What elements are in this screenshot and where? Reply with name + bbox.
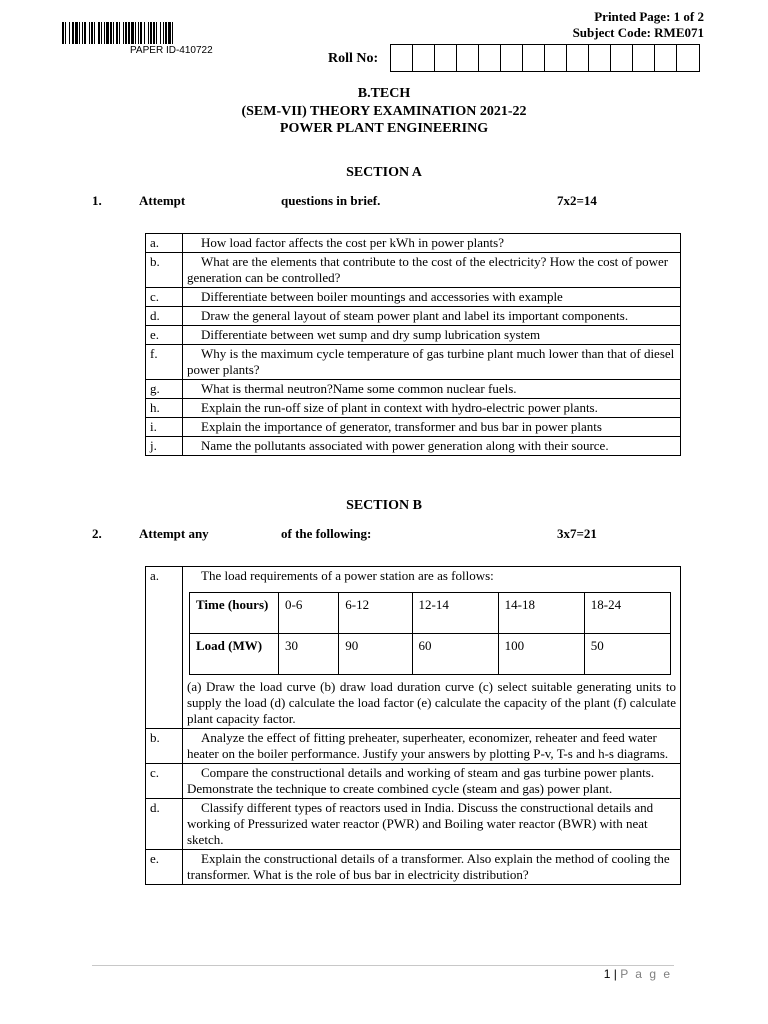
question-intro: The load requirements of a power station are as follows: bbox=[201, 568, 494, 583]
load-table bbox=[189, 592, 671, 675]
question-text: How load factor affects the cost per kWh in power plants? bbox=[183, 234, 681, 253]
page-word: P a g e bbox=[620, 967, 672, 981]
table-cell: 14-18 bbox=[498, 593, 584, 634]
q1-instruction-2: questions in brief. bbox=[281, 193, 381, 208]
question-text: Analyze the effect of fitting preheater, superheater, economizer, reheater and feed water heater on the boiler performance. Justify your answers by plotting P-v, T-s and h-s diagrams. bbox=[183, 729, 681, 764]
question-text: What is thermal neutron?Name some common nuclear fuels. bbox=[183, 380, 681, 399]
table-row: c. Differentiate between boiler mountings and accessories with example bbox=[146, 288, 681, 307]
table-cell: 100 bbox=[498, 634, 584, 675]
question-text: Name the pollutants associated with power generation along with their source. bbox=[183, 437, 681, 456]
q2-instruction-2: of the following: bbox=[281, 526, 372, 541]
table-row: f. Why is the maximum cycle temperature of gas turbine plant much lower than that of diesel power plants? bbox=[146, 345, 681, 380]
section-b-heading: SECTION B bbox=[346, 498, 422, 513]
table-row: c. Compare the constructional details and working of steam and gas turbine power plants. Demonstrate the technique to create combined cycle (steam and gas) power plant. bbox=[146, 764, 681, 799]
page-number: 1 bbox=[603, 967, 611, 981]
table-cell: 0-6 bbox=[279, 593, 339, 634]
load-header: Load (MW) bbox=[190, 634, 279, 675]
table-row: e. Differentiate between wet sump and dry sump lubrication system bbox=[146, 326, 681, 345]
question-text: Differentiate between boiler mountings and accessories with example bbox=[183, 288, 681, 307]
question-text: (a) Draw the load curve (b) draw load duration curve (c) select suitable generating units to supply the load (d) calculate the load factor (e) calculate the capacity of the plant (f) calculate plant capacity factor. bbox=[187, 679, 676, 726]
table-cell: 50 bbox=[584, 634, 670, 675]
subject-code: Subject Code: RME071 bbox=[572, 25, 704, 40]
table-row bbox=[190, 634, 671, 675]
question-text: Why is the maximum cycle temperature of gas turbine plant much lower than that of diesel power plants? bbox=[183, 345, 681, 380]
q2-marks: 3x7=21 bbox=[557, 526, 597, 541]
course-title: B.TECH bbox=[357, 86, 411, 101]
table-row: e. Explain the constructional details of a transformer. Also explain the method of cooling the transformer. What is the role of bus bar in electricity distribution? bbox=[146, 850, 681, 885]
table-cell: 12-14 bbox=[412, 593, 498, 634]
page-footer: 1 | P a g e bbox=[603, 967, 672, 981]
table-row: d. Classify different types of reactors used in India. Discuss the constructional details and working of Pressurized water reactor (PWR) and Boiling water reactor (BWR) with neat sketch. bbox=[146, 799, 681, 850]
subject-title: POWER PLANT ENGINEERING bbox=[279, 121, 489, 136]
question-text: Explain the importance of generator, transformer and bus bar in power plants bbox=[183, 418, 681, 437]
time-header: Time (hours) bbox=[190, 593, 279, 634]
q1-marks: 7x2=14 bbox=[557, 193, 597, 208]
table-row: d. Draw the general layout of steam power plant and label its important components. bbox=[146, 307, 681, 326]
q1-number: 1. bbox=[92, 193, 102, 208]
table-cell: 30 bbox=[279, 634, 339, 675]
footer-divider bbox=[92, 965, 674, 966]
q2-number: 2. bbox=[92, 526, 102, 541]
question-text: Compare the constructional details and working of steam and gas turbine power plants. Demonstrate the technique to create combined cycle (steam and gas) power plant. bbox=[183, 764, 681, 799]
question-text: Explain the run-off size of plant in context with hydro-electric power plants. bbox=[183, 399, 681, 418]
table-row: a. How load factor affects the cost per kWh in power plants? bbox=[146, 234, 681, 253]
exam-title: (SEM-VII) THEORY EXAMINATION 2021-22 bbox=[241, 104, 527, 119]
q2-instruction-1: Attempt any bbox=[139, 526, 209, 541]
question-text: Draw the general layout of steam power plant and label its important components. bbox=[183, 307, 681, 326]
table-row: h. Explain the run-off size of plant in context with hydro-electric power plants. bbox=[146, 399, 681, 418]
table-cell: 60 bbox=[412, 634, 498, 675]
table-row: b. Analyze the effect of fitting preheater, superheater, economizer, reheater and feed water heater on the boiler performance. Justify your answers by plotting P-v, T-s and h-s diagrams. bbox=[146, 729, 681, 764]
table-cell: 6-12 bbox=[339, 593, 412, 634]
table-row: j. Name the pollutants associated with power generation along with their source. bbox=[146, 437, 681, 456]
question-text: What are the elements that contribute to the cost of the electricity? How the cost of power generation can be controlled? bbox=[183, 253, 681, 288]
section-a-table bbox=[145, 233, 681, 456]
printed-page: Printed Page: 1 of 2 bbox=[594, 9, 704, 24]
question-text: Explain the constructional details of a transformer. Also explain the method of cooling the transformer. What is the role of bus bar in electricity distribution? bbox=[183, 850, 681, 885]
paper-id: PAPER ID-410722 bbox=[130, 45, 213, 56]
roll-no-label: Roll No: bbox=[328, 51, 379, 66]
roll-no-boxes[interactable] bbox=[390, 44, 700, 72]
q1-instruction-1: Attempt bbox=[139, 193, 186, 208]
table-row: i. Explain the importance of generator, transformer and bus bar in power plants bbox=[146, 418, 681, 437]
table-cell: 90 bbox=[339, 634, 412, 675]
question-text: Differentiate between wet sump and dry sump lubrication system bbox=[183, 326, 681, 345]
table-row: b. What are the elements that contribute to the cost of the electricity? How the cost of power generation can be controlled? bbox=[146, 253, 681, 288]
table-row bbox=[190, 593, 671, 634]
barcode bbox=[62, 22, 290, 44]
table-row: a. The load requirements of a power station are as follows: Time (hours) 0-6 6-12 12-14 14-18 18-24 Load (MW) 30 90 60 100 50 (a) Draw the load curve (b) draw load duration curve (c) select suitable generating units to supply the load (d) calculate the load factor (e) calculate the capacity of the plant (f) calculate plant capacity factor. bbox=[146, 567, 681, 729]
table-row: g. What is thermal neutron?Name some common nuclear fuels. bbox=[146, 380, 681, 399]
question-text: Classify different types of reactors used in India. Discuss the constructional details and working of Pressurized water reactor (PWR) and Boiling water reactor (BWR) with neat sketch. bbox=[183, 799, 681, 850]
section-b-table bbox=[145, 566, 681, 885]
table-cell: 18-24 bbox=[584, 593, 670, 634]
section-a-heading: SECTION A bbox=[346, 165, 422, 180]
